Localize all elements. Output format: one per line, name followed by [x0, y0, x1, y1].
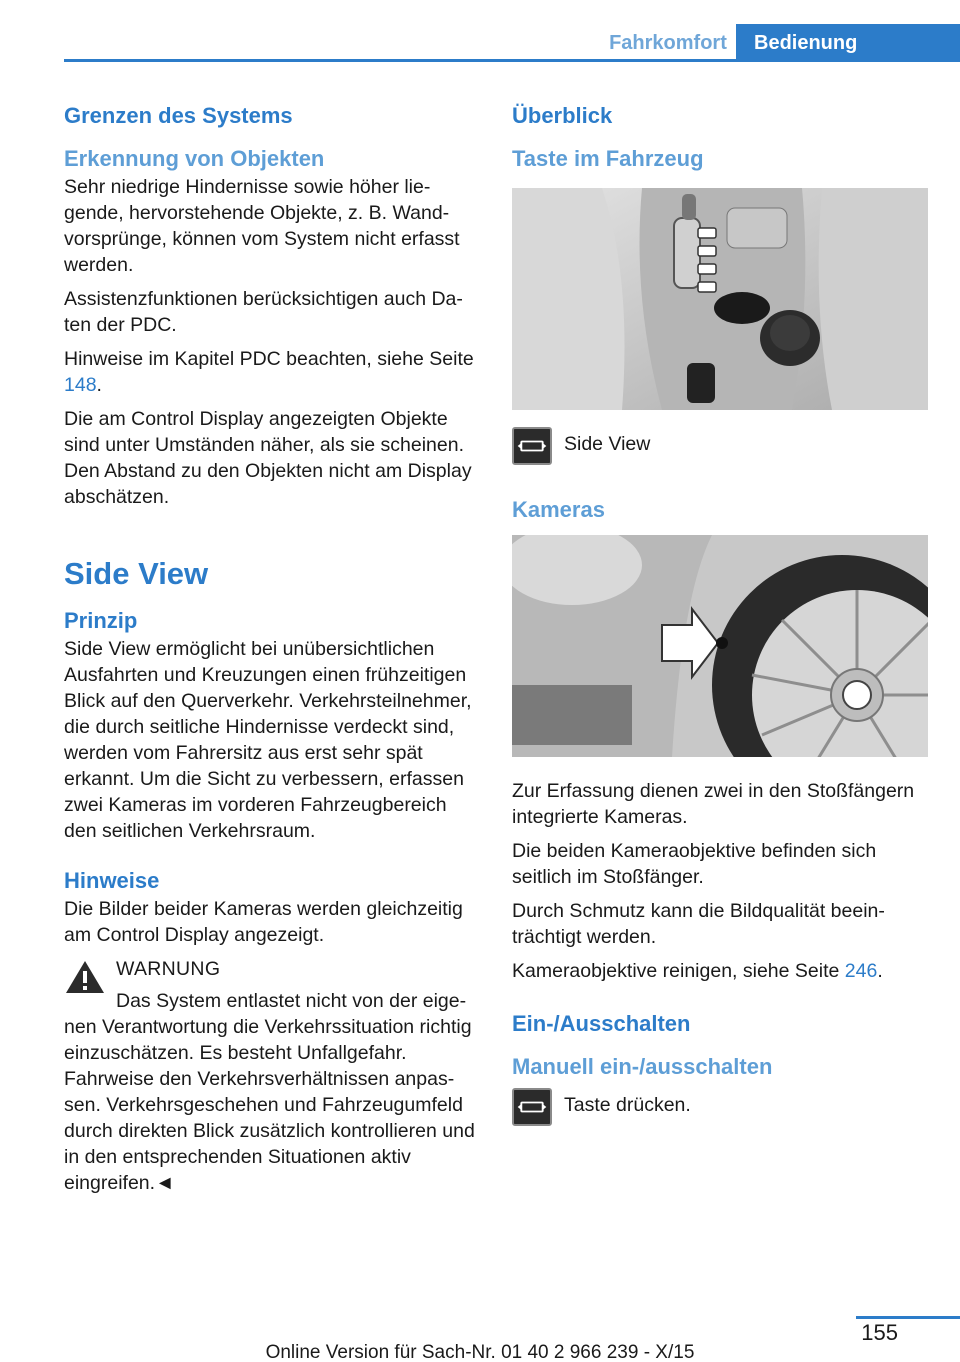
- notes-paragraph: Die Bilder beider Kameras werden gleichzeitig am Control Display angezeigt.: [64, 898, 463, 946]
- side-view-button-row: [512, 431, 928, 473]
- side-view-button-icon[interactable]: [512, 427, 552, 465]
- detection-paragraph-1: Sehr niedrige Hindernisse sowie höher liegende, hervorstehende Objekte, z. B. Wandvorsprünge, können vom System nicht erfasst werden.: [64, 176, 460, 276]
- console-photo: [512, 188, 928, 410]
- left-column: [64, 100, 480, 1204]
- page-number: 155: [861, 1320, 898, 1345]
- page-header: [64, 24, 960, 62]
- right-column: [512, 100, 928, 1156]
- tab-bedienung[interactable]: Bedienung: [736, 24, 960, 62]
- warning-text: Das System entlastet nicht von der eigenen Verantwortung die Verkehrssituation richtig einzuschätzen. Es besteht Unfallgefahr. Fahrweise den Verkehrsverhältnissen anpassen. Verkehrsgeschehen und Fahrzeugumfeld durch direkten Blick zusätzlich kontrollieren und in den entsprechenden Situationen aktiv eingreifen.◄: [64, 990, 475, 1194]
- detection-paragraph-4: Die am Control Display angezeigten Objekte sind unter Umständen näher, als sie scheinen. Den Abstand zu den Objekten nicht am Display abschätzen.: [64, 408, 472, 508]
- onoff-heading: Ein-/Ausschalten: [512, 1011, 691, 1036]
- side-view-button-icon[interactable]: [512, 1088, 552, 1126]
- principle-heading: Prinzip: [64, 608, 138, 633]
- footer-rule: [856, 1316, 960, 1319]
- online-version-text: Online Version für Sach-Nr. 01 40 2 966 239 - X/15: [265, 1342, 695, 1362]
- overview-heading: Überblick: [512, 103, 613, 128]
- page-link-246[interactable]: 246: [844, 960, 878, 982]
- camera-photo: [512, 535, 928, 757]
- principle-paragraph: Side View ermöglicht bei unübersichtlichen Ausfahrten und Kreuzungen einen frühzeitigen Blick auf den Querverkehr. Verkehrsteilnehmer, die durch seitliche Hindernisse verdeckt sind, werden vom Fahrersitz aus erst sehr spät erkannt. Um die Sicht zu verbessern, erfassen zwei Kameras im vorderen Fahrzeugbereich den seitlichen Verkehrsraum.: [64, 638, 472, 842]
- manual-heading: Manuell ein-/ausschalten: [512, 1054, 773, 1079]
- main-title: Side View: [64, 556, 209, 591]
- period: .: [877, 960, 883, 982]
- period: .: [96, 374, 102, 396]
- side-view-button-label: Side View: [564, 433, 651, 455]
- manual-button-label: Taste drücken.: [564, 1094, 691, 1116]
- detection-paragraph-3: [64, 346, 480, 398]
- limits-heading: Grenzen des Systems: [64, 103, 293, 128]
- cameras-paragraph-2: Die beiden Kameraobjektive befinden sich seitlich im Stoßfänger.: [512, 840, 877, 888]
- warning-label: WARNUNG: [116, 958, 221, 980]
- warning-block: [64, 956, 480, 1196]
- page-footer: [0, 1316, 960, 1362]
- notes-heading: Hinweise: [64, 868, 160, 893]
- detection-text: Hinweise im Kapitel PDC beachten, siehe Seite: [64, 348, 474, 370]
- tab-fahrkomfort[interactable]: Fahrkomfort: [609, 32, 727, 54]
- button-heading: Taste im Fahrzeug: [512, 146, 704, 171]
- cameras-paragraph-3: Durch Schmutz kann die Bildqualität beeinträchtigt werden.: [512, 900, 885, 948]
- cameras-heading: Kameras: [512, 497, 605, 522]
- cameras-paragraph-4: [512, 958, 928, 984]
- header-rule: [64, 59, 960, 62]
- cameras-paragraph-1: Zur Erfassung dienen zwei in den Stoßfängern integrierte Kameras.: [512, 780, 915, 828]
- detection-heading: Erkennung von Objekten: [64, 146, 325, 171]
- warning-icon: [64, 958, 106, 996]
- page-link-148[interactable]: 148: [64, 374, 97, 396]
- cameras-text: Kameraobjektive reinigen, siehe Seite: [512, 960, 845, 982]
- manual-button-row: [512, 1092, 928, 1134]
- detection-paragraph-2: Assistenzfunktionen berücksichtigen auch Daten der PDC.: [64, 288, 463, 336]
